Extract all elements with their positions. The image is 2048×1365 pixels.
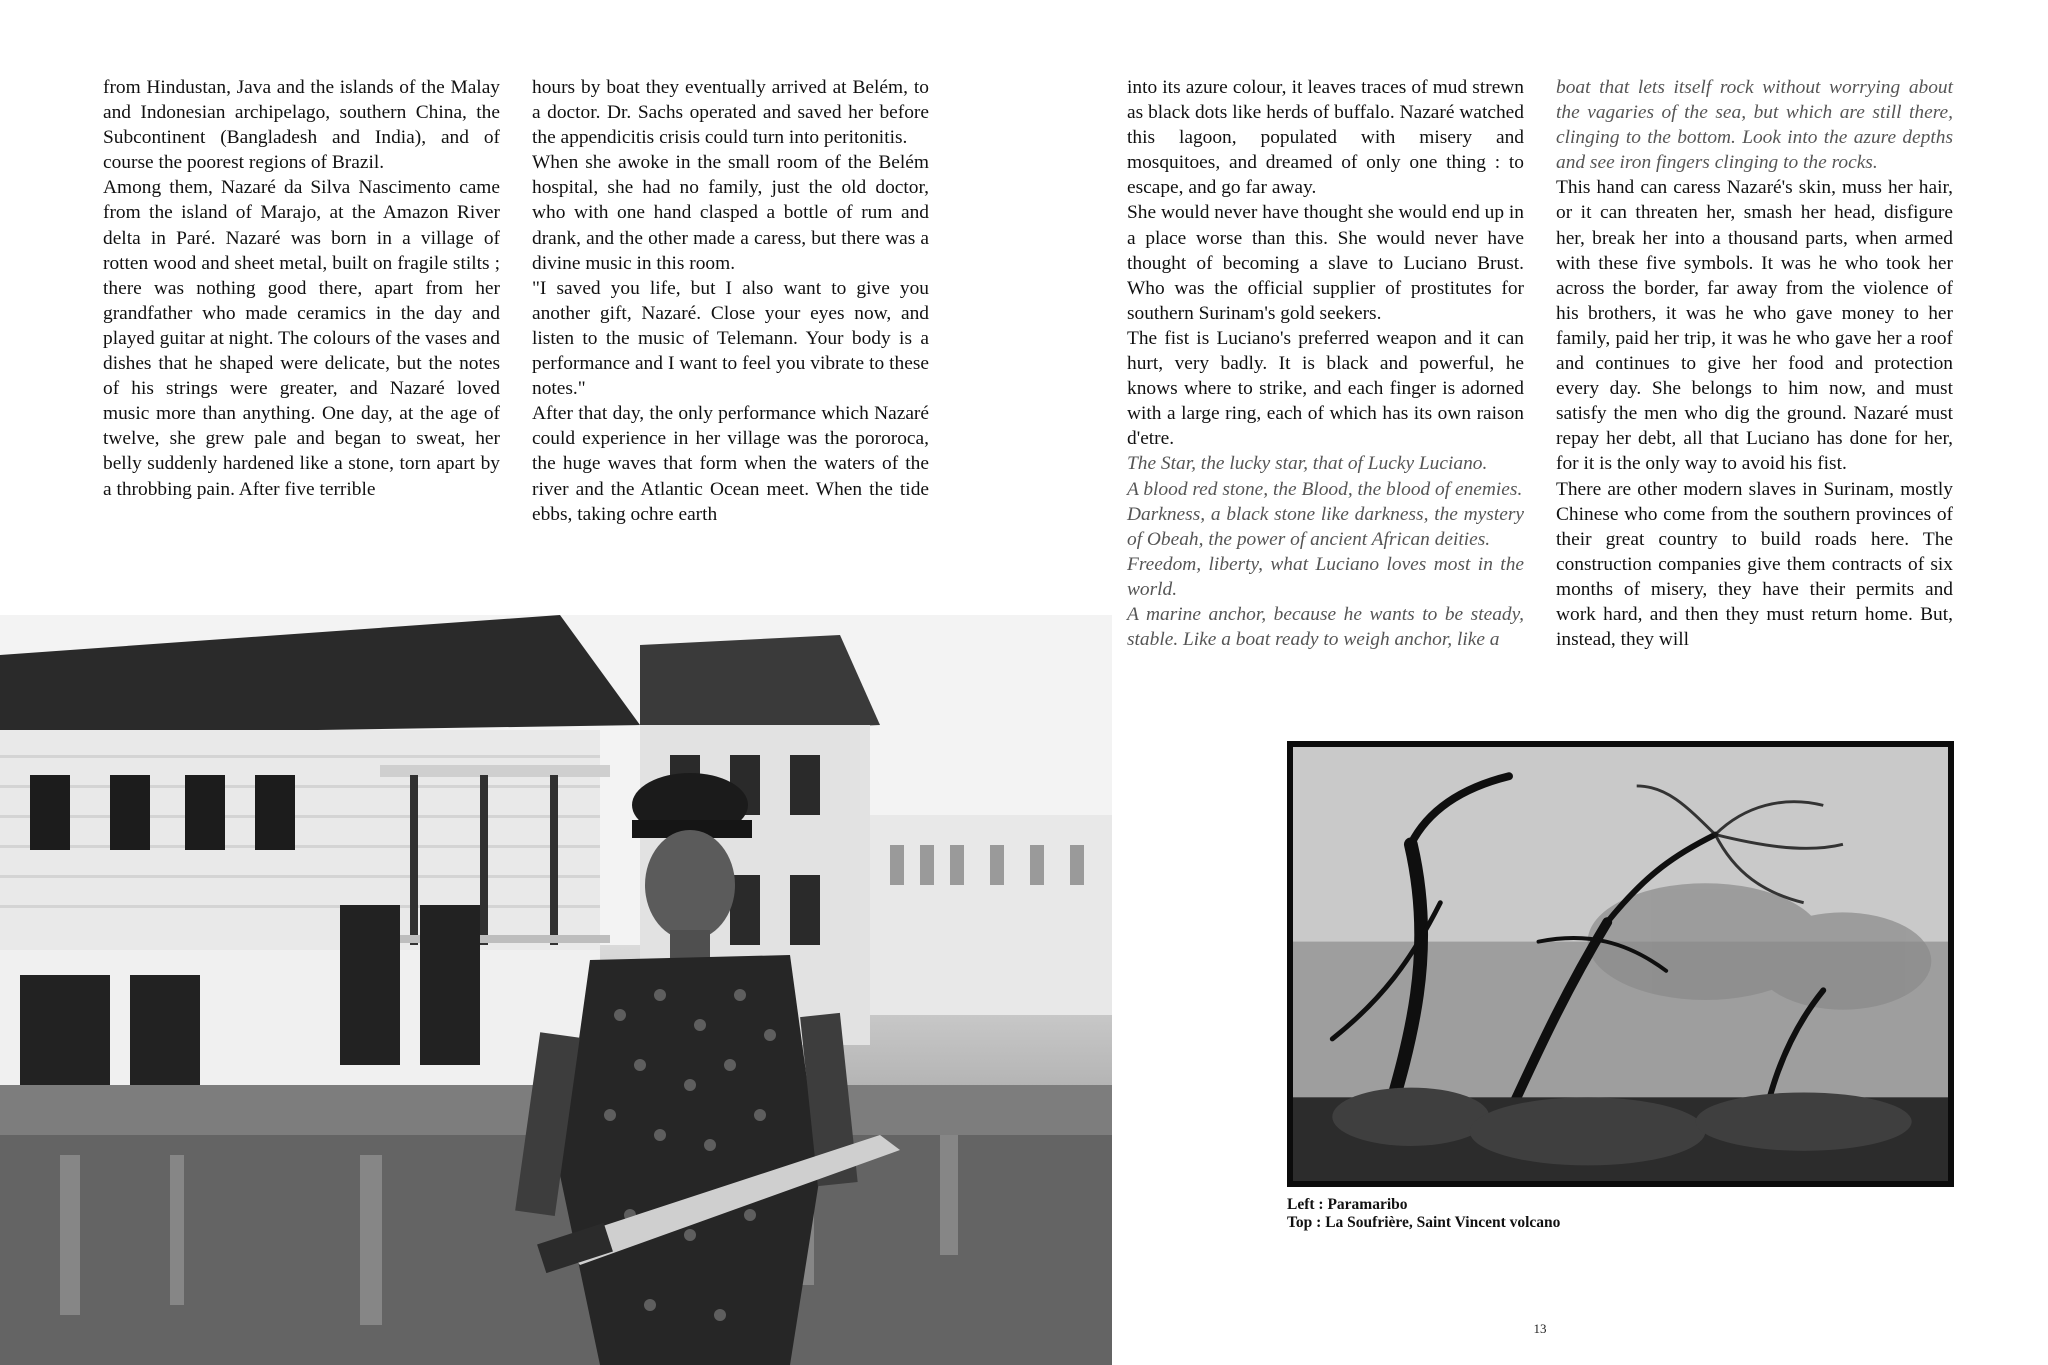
column-4-paragraph: This hand can caress Nazaré's skin, muss her hair, or it can threaten her, smash her head, disfigure her, break her into a thousand parts, when armed with these five symbols. It was he who took her across the border, far away from the violence of his brothers, it was he who gave money to her family, paid her trip, it was he who gave her a roof and continues to give her food and protection every day. She belongs to him now, and must satisfy the men who dig the ground. Nazaré must repay her debt, all that Luciano has done for her, for it is the only way to avoid his fist. xyxy=(1556,177,1953,475)
column-3-paragraph: A blood red stone, the Blood, the blood of enemies. xyxy=(1127,478,1523,500)
text-column-2 xyxy=(532,75,929,527)
column-1-paragraph: from Hindustan, Java and the islands of the Malay and Indonesian archipelago, southern China, the Subcontinent (Bangladesh and India), and of course the poorest regions of Brazil. xyxy=(103,77,500,174)
column-3-paragraph: She would never have thought she would end up in a place worse than this. She would never have thought of becoming a slave to Luciano Brust. Who was the official supplier of prostitutes for southern Surinam's gold seekers. xyxy=(1127,202,1524,324)
column-4-paragraph: boat that lets itself rock without worrying about the vagaries of the sea, but which are still there, clinging to the bottom. Look into the azure depths and see iron fingers clinging to the rocks. xyxy=(1556,77,1953,174)
text-column-4 xyxy=(1556,75,1953,652)
column-2-paragraph: "I saved you life, but I also want to give you another gift, Nazaré. Close your eyes now, and listen to the music of Telemann. Your body is a performance and I want to feel you vibrate to these notes." xyxy=(532,277,929,400)
page-number: 13 xyxy=(1533,1321,1547,1336)
column-3-paragraph: Freedom, liberty, what Luciano loves most in the world. xyxy=(1127,553,1524,600)
column-3-paragraph: The fist is Luciano's preferred weapon and it can hurt, very badly. It is black and powerful, he knows where to strike, and each finger is adorned with a large ring, each of which has its own raison d'etre. xyxy=(1127,327,1524,450)
column-2-paragraph: After that day, the only performance which Nazaré could experience in her village was the pororoca, the huge waves that form when the waters of the river and the Atlantic Ocean meet. When the tide ebbs, taking ochre earth xyxy=(532,403,929,525)
column-4-paragraph: There are other modern slaves in Surinam, mostly Chinese who come from the southern provinces of their great country to build roads here. The construction companies give them contracts of six months of misery, they have their permits and work hard, and then they must return home. But, instead, they will xyxy=(1556,478,1953,651)
photo-la-soufriere-illustration xyxy=(1293,747,1948,1181)
caption-top: Top : La Soufrière, Saint Vincent volcano xyxy=(1287,1214,1561,1231)
column-2-paragraph: When she awoke in the small room of the Belém hospital, she had no family, just the old doctor, who with one hand clasped a bottle of rum and drank, and the other made a caress, but there was a divine music in this room. xyxy=(532,152,929,274)
column-3-paragraph: The Star, the lucky star, that of Lucky Luciano. xyxy=(1127,453,1488,475)
column-3-paragraph: into its azure colour, it leaves traces of mud strewn as black dots like herds of buffalo. Nazaré watched this lagoon, populated with misery and mosquitoes, and dreamed of only one thing : to escape, and go far away. xyxy=(1127,77,1524,199)
caption-left: Left : Paramaribo xyxy=(1287,1196,1408,1213)
column-1-paragraph: Among them, Nazaré da Silva Nascimento came from the island of Marajo, at the Amazon River delta in Paré. Nazaré was born in a village of rotten wood and sheet metal, built on fragile stilts ; there was nothing good there, apart from her grandfather who made ceramics in the day and played guitar at night. The colours of the vases and dishes that he shaped were delicate, but the notes of his strings were greater, and Nazaré loved music more than anything. One day, at the age of twelve, she grew pale and began to sweat, her belly suddenly hardened like a stone, torn apart by a throbbing pain. After five terrible xyxy=(103,177,500,500)
column-2-paragraph: hours by boat they eventually arrived at Belém, to a doctor. Dr. Sachs operated and saved her before the appendicitis crisis could turn into peritonitis. xyxy=(532,77,929,149)
text-column-3 xyxy=(1127,75,1524,652)
photo-paramaribo xyxy=(0,615,1112,1365)
photo-la-soufriere xyxy=(1287,741,1954,1187)
column-3-paragraph: A marine anchor, because he wants to be steady, stable. Like a boat ready to weigh anchor, like a xyxy=(1127,603,1524,651)
column-3-paragraph: Darkness, a black stone like darkness, the mystery of Obeah, the power of ancient African deities. xyxy=(1127,503,1524,550)
photo-captions xyxy=(1287,1196,1560,1232)
photo-paramaribo-illustration xyxy=(0,615,1112,1365)
text-column-1 xyxy=(103,75,500,502)
